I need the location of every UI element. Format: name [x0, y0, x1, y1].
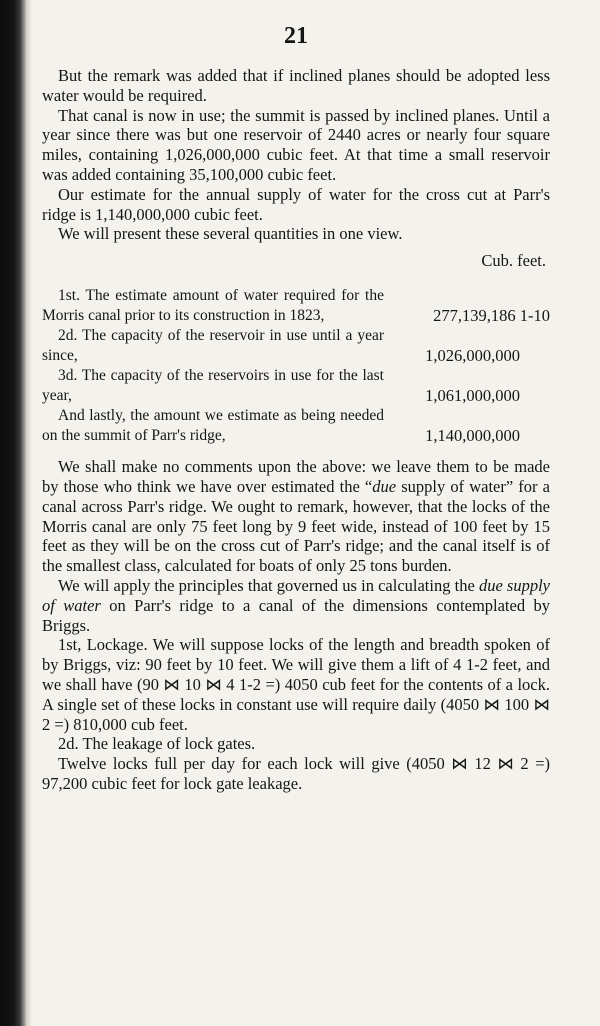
table-row-description: 2d. The capacity of the reservoir in use until a year since,	[42, 327, 384, 364]
page-number: 21	[284, 23, 308, 49]
table-row	[42, 286, 550, 325]
table-row	[42, 406, 550, 445]
table-row-description: 1st. The estimate amount of water required for the Morris canal prior to its construction in 1823,	[42, 287, 384, 324]
body-paragraph-3: 1st, Lockage. We will suppose locks of the length and breadth spoken of by Briggs, viz: 90 feet by 10 feet. We will give them a lift of 4 1-2 feet, and we shall have (90 ⋈ 10 ⋈ 4 1-2 =) 4050 cub feet for the contents of a lock. A single set of these locks in constant use will require daily (4050 ⋈ 100 ⋈ 2 =) 810,000 cub feet.	[42, 635, 550, 734]
intro-paragraph-1: But the remark was added that if inclined planes should be adopted less water would be required.	[42, 66, 550, 105]
table-row-value: 1,140,000,000	[425, 425, 520, 445]
body-paragraph-5: Twelve locks full per day for each lock will give (4050 ⋈ 12 ⋈ 2 =) 97,200 cubic feet for lock gate leakage.	[42, 754, 550, 793]
table-row	[42, 366, 550, 405]
quantities-table	[42, 250, 550, 445]
body-paragraph-4: 2d. The leakage of lock gates.	[58, 734, 256, 754]
book-binding-shadow	[0, 0, 26, 1026]
intro-paragraph-3: Our estimate for the annual supply of water for the cross cut at Parr's ridge is 1,140,000,000 cubic feet.	[42, 184, 550, 224]
table-row-description: And lastly, the amount we estimate as being needed on the summit of Parr's ridge,	[42, 407, 384, 444]
table-row-value: 1,026,000,000	[425, 345, 520, 365]
table-header-unit: Cub. feet.	[481, 251, 546, 271]
document-page	[42, 18, 550, 794]
intro-paragraph-2: That canal is now in use; the summit is passed by inclined planes. Until a year since there was but one reservoir of 2440 acres or nearly four square miles, containing 1,026,000,000 cubic feet. At that time a small reservoir was added containing 35,100,000 cubic feet.	[42, 105, 550, 184]
table-row-value: 277,139,186 1-10	[433, 305, 550, 325]
binding-edge-shadow	[26, 0, 32, 1026]
body-paragraph-2: We will apply the principles that governed us in calculating the due supply of water on Parr's ridge to a canal of the dimensions contemplated by Briggs.	[42, 575, 550, 635]
intro-paragraph-4: We will present these several quantities in one view.	[58, 224, 403, 244]
table-row-value: 1,061,000,000	[425, 385, 520, 405]
table-row-description: 3d. The capacity of the reservoirs in use for the last year,	[42, 367, 384, 404]
body-paragraph-1: We shall make no comments upon the above: we leave them to be made by those who think we have over estimated the “due supply of water” for a canal across Parr's ridge. We ought to remark, however, that the locks of the Morris canal are only 75 feet long by 9 feet wide, instead of 100 feet by 15 feet as they will be on the cross cut of Parr's ridge; and the canal itself is of the smallest class, calculated for boats of only 25 tons burden.	[42, 457, 551, 576]
table-row	[42, 326, 550, 365]
